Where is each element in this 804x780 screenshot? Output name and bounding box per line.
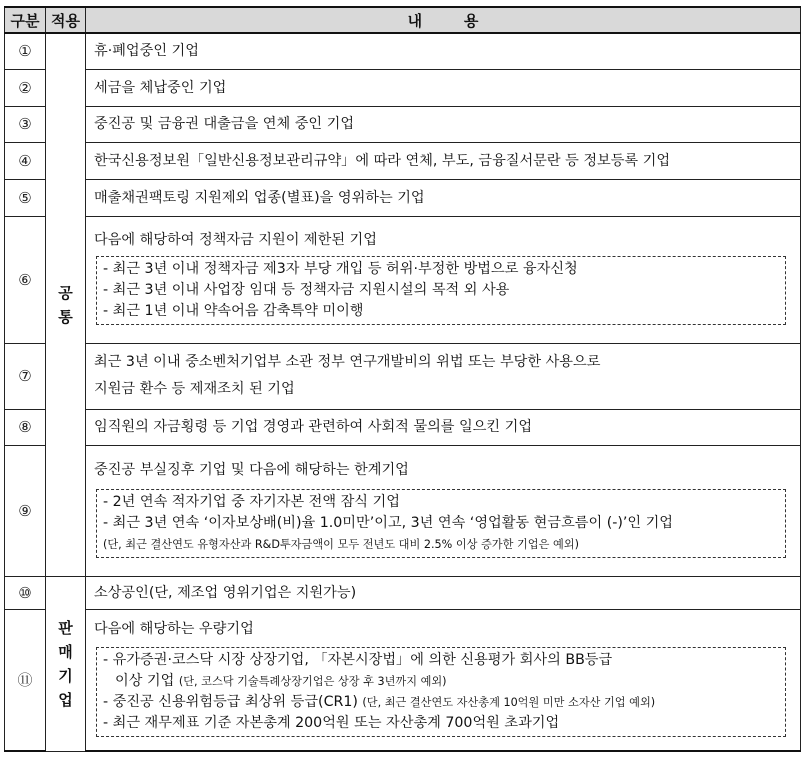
category-sales: 판 매 기 업 (46, 576, 86, 751)
row-text-line: 지원금 환수 등 제재조치 된 기업 (94, 381, 295, 397)
dashed-sub-list (96, 489, 786, 558)
row-number: ① (5, 33, 46, 69)
table-row (5, 343, 801, 409)
sub-list-item: - 최근 1년 이내 약속어음 감축특약 미이행 (103, 303, 364, 319)
category-common: 공 통 (46, 33, 86, 576)
row-text: 임직원의 자금횡령 등 기업 경영과 관련하여 사회적 물의를 일으킨 기업 (86, 409, 801, 445)
row-number: ⑧ (5, 409, 46, 445)
table-row (5, 576, 801, 609)
row-text (86, 216, 801, 343)
row-number: ⑤ (5, 179, 46, 216)
header-content: 내 용 (86, 7, 801, 33)
row-number: ⑥ (5, 216, 46, 343)
row-text: 한국신용정보원「일반신용정보관리규약」에 따라 연체, 부도, 금융질서문란 등 정보등록 기업 (86, 142, 801, 179)
row-text: 세금을 체납중인 기업 (86, 69, 801, 106)
row-text-line: 최근 3년 이내 중소벤처기업부 소관 정부 연구개발비의 위법 또는 부당한 사용으로 (94, 354, 601, 370)
row-number: ⑪ (5, 609, 46, 751)
table-row (5, 445, 801, 576)
table-row (5, 179, 801, 216)
row-number: ④ (5, 142, 46, 179)
table-row (5, 409, 801, 445)
sub-list-item: - 최근 3년 연속 ‘이자보상배(비)율 1.0미만’이고, 3년 연속 ‘영업활동 현금흐름이 (-)’인 기업 (103, 514, 674, 531)
row-text: 휴·폐업중인 기업 (86, 33, 801, 69)
header-applies: 적용 (46, 7, 86, 33)
dashed-sub-list (96, 647, 786, 737)
row-lead-text: 다음에 해당하는 우량기업 (94, 620, 254, 637)
sub-list-item: - 최근 3년 이내 정책자금 제3자 부당 개입 등 허위·부정한 방법으로 융자신청 (103, 261, 578, 277)
sub-list-item-cont: 이상 기업 (단, 코스닥 기술특례상장기업은 상장 후 3년까지 예외) (115, 672, 447, 689)
row-lead-text: 다음에 해당하여 정책자금 지원이 제한된 기업 (94, 232, 377, 248)
table-row (5, 33, 801, 69)
row-number: ② (5, 69, 46, 106)
row-text: 매출채권팩토링 지원제외 업종(별표)을 영위하는 기업 (86, 179, 801, 216)
table-row (5, 106, 801, 142)
row-number: ⑨ (5, 445, 46, 576)
sub-list-note: (단, 최근 결산연도 유형자산과 R&D투자금액이 모두 전년도 대비 2.5% 이상 증가한 기업은 예외) (103, 537, 579, 551)
table-row (5, 142, 801, 179)
sub-list-item: - 최근 3년 이내 사업장 임대 등 정책자금 지원시설의 목적 외 사용 (103, 282, 510, 298)
dashed-sub-list (96, 256, 786, 325)
table-header-row (5, 7, 801, 33)
sub-list-item: - 최근 재무제표 기준 자본총계 200억원 또는 자산총계 700억원 초과기업 (103, 714, 560, 731)
exclusion-criteria-table (4, 6, 801, 752)
row-text (86, 343, 801, 409)
table-row (5, 69, 801, 106)
header-category: 구분 (5, 7, 46, 33)
row-text (86, 445, 801, 576)
sub-list-item: - 유가증권·코스닥 시장 상장기업, 「자본시장법」에 의한 신용평가 회사의 BB등급 (103, 651, 613, 668)
row-text: 소상공인(단, 제조업 영위기업은 지원가능) (86, 576, 801, 609)
row-text (86, 609, 801, 751)
table-row (5, 216, 801, 343)
row-lead-text: 중진공 부실징후 기업 및 다음에 해당하는 한계기업 (94, 461, 409, 478)
table-row (5, 609, 801, 751)
sub-list-item: - 2년 연속 적자기업 중 자기자본 전액 잠식 기업 (103, 493, 400, 510)
row-text: 중진공 및 금융권 대출금을 연체 중인 기업 (86, 106, 801, 142)
row-number: ⑩ (5, 576, 46, 609)
sub-list-item: - 중진공 신용위험등급 최상위 등급(CR1) (단, 최근 결산연도 자산총계 10억원 미만 소자산 기업 예외) (103, 693, 656, 710)
row-number: ③ (5, 106, 46, 142)
row-number: ⑦ (5, 343, 46, 409)
